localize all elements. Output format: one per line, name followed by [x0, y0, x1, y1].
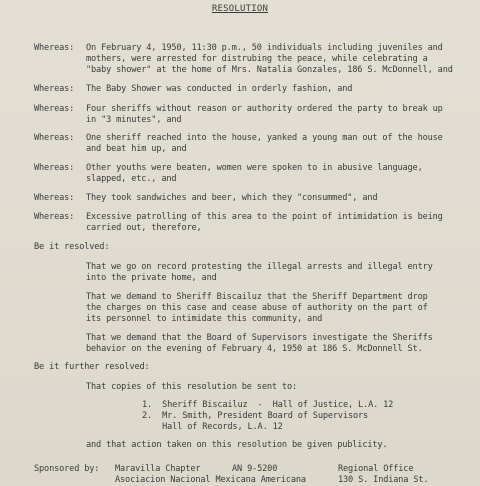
recipient-line: Hall of Records, L.A. 12 — [142, 422, 283, 432]
whereas-line: in "3 minutes", and — [86, 115, 182, 125]
whereas-line: and beat him up, and — [86, 144, 187, 154]
recipient-line: 2. Mr. Smith, President Board of Supervisors — [142, 411, 369, 421]
whereas-line: The Baby Shower was conducted in orderly fashion, and — [86, 84, 353, 94]
whereas-line: Other youths were beaten, women were spoken to in abusive language, — [86, 163, 423, 173]
whereas-line: carried out, therefore, — [86, 223, 202, 233]
whereas-label: Whereas: — [34, 84, 75, 94]
whereas-line: They took sandwiches and beer, which they "consummed", and — [86, 193, 378, 203]
sponsor-label: Sponsored by: — [34, 464, 100, 474]
document-title: RESOLUTION — [211, 4, 269, 14]
resolved-line: That we demand that the Board of Supervisors investigate the Sheriffs — [86, 333, 433, 343]
resolved-line: its personnel to intimidate this community, and — [86, 314, 323, 324]
whereas-label: Whereas: — [34, 43, 75, 53]
whereas-label: Whereas: — [34, 133, 75, 143]
closing-line: and that action taken on this resolution be given publicity. — [86, 440, 388, 450]
resolved-heading: Be it resolved: — [34, 242, 110, 252]
resolved-line: the charges on this case and cease abuse of authority on the part of — [86, 303, 428, 313]
whereas-line: Excessive patrolling of this area to the point of intimidation is being — [86, 212, 443, 222]
sponsor-phone: AN 9-5200 — [232, 464, 278, 474]
sponsor-association: Asociacion Nacional Mexicana Americana — [115, 475, 306, 485]
resolved-line: That we demand to Sheriff Biscailuz that the Sheriff Department drop — [86, 292, 428, 302]
resolved-line: behavior on the evening of February 4, 1950 at 186 S. McDonnell St. — [86, 344, 423, 354]
whereas-label: Whereas: — [34, 212, 75, 222]
further-intro: That copies of this resolution be sent to: — [86, 382, 298, 392]
office-label: Regional Office — [338, 464, 414, 474]
whereas-label: Whereas: — [34, 104, 75, 114]
resolved-line: That we go on record protesting the illegal arrests and illegal entry — [86, 262, 433, 272]
whereas-line: "baby shower" at the home of Mrs. Natalia Gonzales, 186 S. McDonnell, and — [86, 65, 453, 75]
office-address: 130 S. Indiana St. — [338, 475, 429, 485]
whereas-line: mothers, were arrested for distrubing the peace, while celebrating a — [86, 54, 428, 64]
whereas-line: One sheriff reached into the house, yanked a young man out of the house — [86, 133, 443, 143]
whereas-label: Whereas: — [34, 193, 75, 203]
whereas-line: slapped, etc., and — [86, 174, 177, 184]
recipient-line: 1. Sheriff Biscailuz - Hall of Justice, L.A. 12 — [142, 400, 394, 410]
resolved-line: into the private home, and — [86, 273, 217, 283]
whereas-line: Four sheriffs without reason or authority ordered the party to break up — [86, 104, 443, 114]
whereas-label: Whereas: — [34, 163, 75, 173]
further-resolved-heading: Be it further resolved: — [34, 362, 150, 372]
whereas-line: On February 4, 1950, 11:30 p.m., 50 individuals including juveniles and — [86, 43, 443, 53]
sponsor-name: Maravilla Chapter — [115, 464, 201, 474]
